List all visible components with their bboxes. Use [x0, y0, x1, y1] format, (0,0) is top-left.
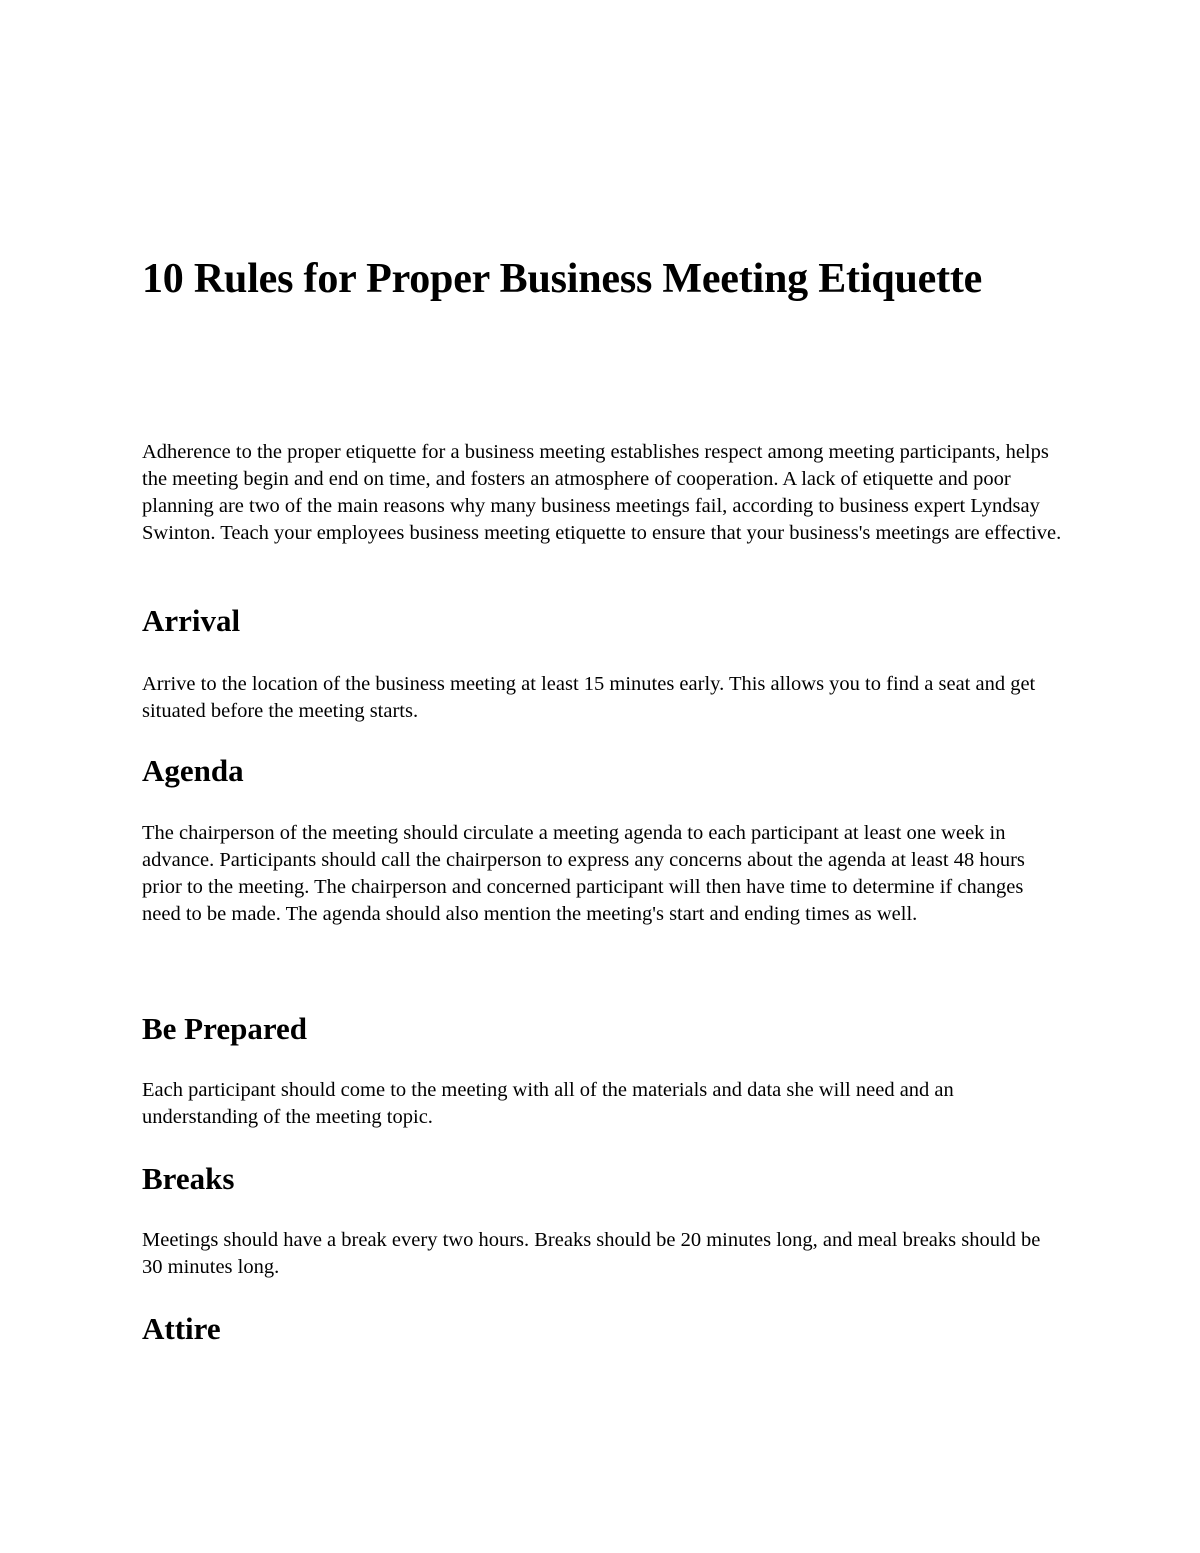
section-body-breaks: Meetings should have a break every two hours. Breaks should be 20 minutes long, and meal breaks should be 30 minutes long. — [142, 1229, 1041, 1278]
section-body-agenda: The chairperson of the meeting should circulate a meeting agenda to each participant at least one week in advance. Participants should call the chairperson to express any concerns about the agenda at least 48 hours prior to the meeting. The chairperson and concerned participant will then have time to determine if changes need to be made. The agenda should also mention the meeting's start and ending times as well. — [142, 822, 1025, 925]
section-heading-be-prepared: Be Prepared — [142, 1011, 308, 1046]
section-heading-attire: Attire — [142, 1311, 221, 1346]
section-body-arrival: Arrive to the location of the business meeting at least 15 minutes early. This allows you to find a seat and get situated before the meeting starts. — [142, 673, 1036, 722]
document-title: 10 Rules for Proper Business Meeting Etiquette — [142, 256, 983, 302]
section-heading-arrival: Arrival — [142, 603, 241, 638]
intro-paragraph: Adherence to the proper etiquette for a business meeting establishes respect among meeting participants, helps the meeting begin and end on time, and fosters an atmosphere of cooperation. A lack of etiquette and poor planning are two of the main reasons why many business meetings fail, according to business expert Lyndsay Swinton. Teach your employees business meeting etiquette to ensure that your business's meetings are effective. — [142, 441, 1062, 544]
section-heading-breaks: Breaks — [142, 1161, 235, 1196]
section-body-be-prepared: Each participant should come to the meeting with all of the materials and data she will need and an understanding of the meeting topic. — [142, 1079, 954, 1128]
section-heading-agenda: Agenda — [142, 753, 244, 788]
